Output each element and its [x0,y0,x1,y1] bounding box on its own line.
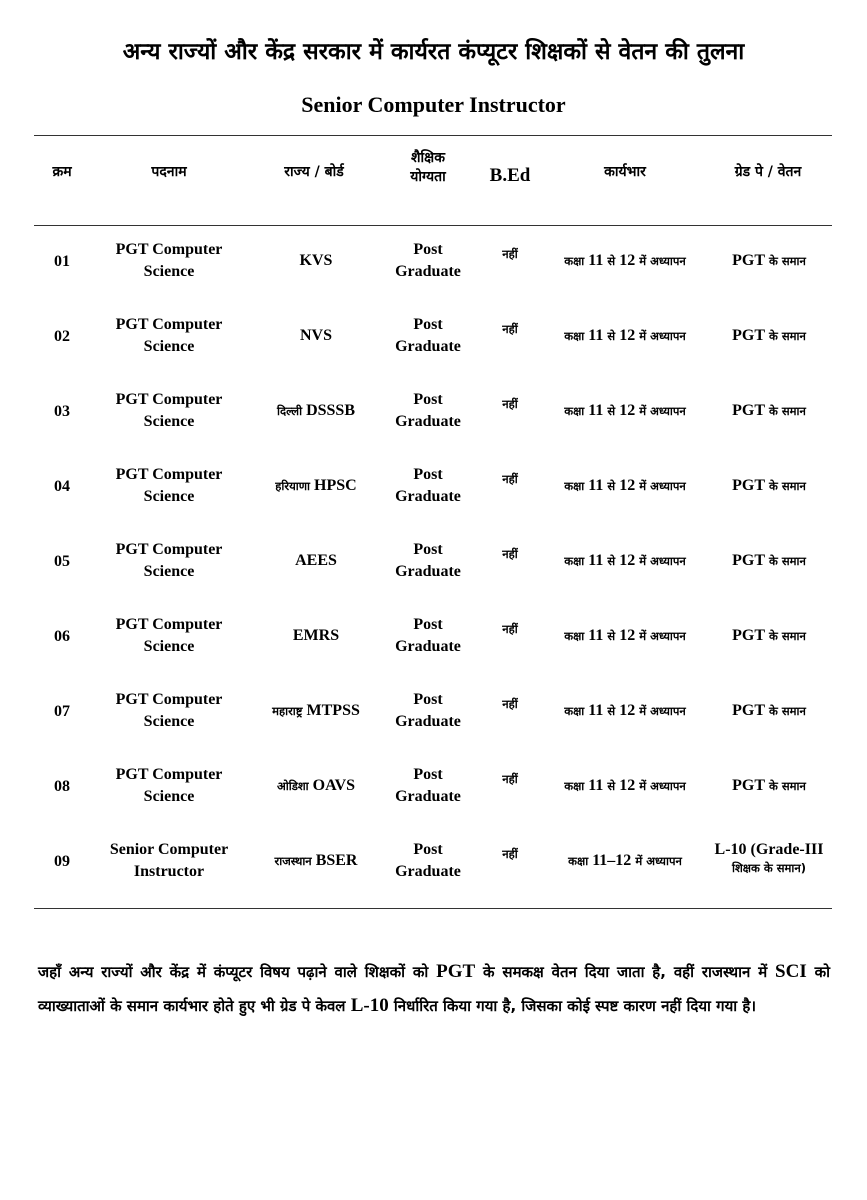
header-qualification-line2: योग्यता [410,168,446,185]
row-workload [540,400,710,422]
row-workload [540,775,710,797]
footnote-paragraph [38,955,830,1023]
row-bed: नहीं [502,322,518,336]
row-qualification-line2: Graduate [395,263,461,280]
row-sno: 04 [54,478,70,495]
row-state [252,475,380,497]
row-post-line1: PGT Computer [115,241,223,258]
row-workload-c: में अध्यापन [635,254,686,268]
row-qualification-line2: Graduate [395,638,461,655]
row-grade-suffix: के समान [765,479,806,493]
row-workload [540,850,710,872]
row-grade-level: PGT [732,252,766,269]
row-qualification-line2: Graduate [395,563,461,580]
row-workload-from: 11 [588,327,604,344]
footnote-text-1: जहाँ अन्य राज्यों और केंद्र में कंप्यूटर विषय पढ़ाने वाले शिक्षकों को [38,963,437,981]
row-state-hindi: राजस्थान [274,854,316,868]
row-qualification-line2: Graduate [395,713,461,730]
row-grade-suffix: के समान [765,704,806,718]
row-qualification-line2: Graduate [395,788,461,805]
row-workload-a: कक्षा [564,629,589,643]
row-post [86,839,252,883]
row-workload-c: में अध्यापन [635,779,686,793]
row-workload-from: 11 [588,702,604,719]
row-post-line1: Senior Computer [109,841,229,858]
row-qualification-line2: Graduate [395,338,461,355]
row-workload-to: 12 [619,552,636,569]
row-workload-b: से [603,704,620,718]
row-qualification [376,839,480,883]
row-post-line1: PGT Computer [115,616,223,633]
row-state [252,850,380,872]
row-qualification-line2: Graduate [395,413,461,430]
row-grade-line1 [706,400,832,422]
row-workload-b: से [603,329,620,343]
row-workload-from: 11 [588,777,604,794]
footnote-text-4: निर्धारित किया गया है, जिसका कोई स्पष्ट कारण नहीं दिया गया है। [388,997,757,1015]
footnote-term-pgt: PGT [436,961,476,982]
row-state [252,625,380,647]
row-state-code: MTPSS [306,702,360,719]
row-workload-to: 12 [619,252,636,269]
header-qualification-line1: शैक्षिक [411,150,445,166]
row-grade-suffix: के समान [765,329,806,343]
page-subtitle: Senior Computer Instructor [301,92,566,117]
row-state-code: AEES [295,552,337,569]
row-state-code: KVS [299,252,333,269]
footnote-text-3: को व्याख्याताओं के समान कार्यभार होते हुए भी ग्रेड पे केवल [38,963,830,1015]
row-workload-b: से [603,554,620,568]
row-workload-from: 11 [588,627,604,644]
row-post-line2: Science [143,638,195,655]
row-bed: नहीं [502,472,518,486]
table-bottom-rule [34,908,832,909]
row-sno: 03 [54,403,70,420]
row-grade-level: PGT [732,627,766,644]
row-workload-to: 12 [619,627,636,644]
row-state-code: NVS [299,327,332,344]
row-workload-a: कक्षा [564,404,589,418]
row-qualification [376,764,480,808]
row-grade-suffix: के समान [765,629,806,643]
row-post-line1: PGT Computer [115,541,223,558]
row-qualification [376,314,480,358]
row-grade-level: L-10 (Grade-III [714,841,824,858]
row-state [252,700,380,722]
header-state: राज्य / बोर्ड [284,164,344,180]
row-workload-b: से [603,479,620,493]
row-grade-line2: शिक्षक के समान) [732,860,806,875]
row-workload-to: 12 [619,477,636,494]
row-post [86,239,252,283]
row-post-line2: Science [143,263,195,280]
row-grade-line1 [706,550,832,572]
row-post-line2: Science [143,338,195,355]
row-qualification-line1: Post [413,466,443,483]
row-grade-level: PGT [732,477,766,494]
row-state [252,325,380,347]
table-top-rule [34,135,832,136]
row-grade-suffix: के समान [765,254,806,268]
table-header-rule [34,225,832,226]
row-qualification-line1: Post [413,541,443,558]
row-qualification [376,239,480,283]
row-workload-a: कक्षा [564,254,589,268]
row-post-line2: Science [143,563,195,580]
row-workload-c: में अध्यापन [635,479,686,493]
row-workload-a: कक्षा [564,329,589,343]
row-qualification-line2: Graduate [395,488,461,505]
row-sno: 07 [54,703,70,720]
row-workload-b: से [603,404,620,418]
row-state-hindi: हरियाणा [275,479,315,493]
row-state-code: HPSC [314,477,357,494]
row-qualification-line1: Post [413,316,443,333]
row-post [86,764,252,808]
row-grade [706,839,832,876]
row-sno: 02 [54,328,70,345]
row-qualification-line1: Post [413,841,443,858]
row-state-hindi: दिल्ली [277,404,307,418]
row-grade [706,325,832,347]
row-workload-to: 12 [619,327,636,344]
row-workload-c: में अध्यापन [635,404,686,418]
row-grade-line1 [706,775,832,797]
row-qualification-line1: Post [413,241,443,258]
row-sno: 06 [54,628,70,645]
row-workload-from: 11–12 [592,852,632,869]
row-post-line2: Instructor [133,863,205,880]
row-qualification [376,614,480,658]
row-workload [540,700,710,722]
row-grade-line1 [706,700,832,722]
row-grade-level: PGT [732,702,766,719]
row-sno: 01 [54,253,70,270]
row-post [86,314,252,358]
row-state-code: OAVS [312,777,356,794]
row-post-line2: Science [143,713,195,730]
page-title: अन्य राज्यों और केंद्र सरकार में कार्यरत कंप्यूटर शिक्षकों से वेतन की तुलना [122,39,745,65]
row-grade-suffix: के समान [765,779,806,793]
row-qualification [376,464,480,508]
row-post-line1: PGT Computer [115,466,223,483]
row-post-line2: Science [143,413,195,430]
row-state [252,250,380,272]
row-workload-to: 12 [619,702,636,719]
row-workload-b: से [603,629,620,643]
row-grade [706,700,832,722]
row-grade [706,625,832,647]
header-bed: B.Ed [489,165,531,186]
row-workload-from: 11 [588,252,604,269]
row-bed: नहीं [502,847,518,861]
row-grade-suffix: के समान [765,554,806,568]
row-state-code: DSSSB [306,402,355,419]
row-state [252,550,380,572]
row-workload [540,250,710,272]
row-bed: नहीं [502,397,518,411]
row-grade [706,775,832,797]
row-state-code: BSER [315,852,358,869]
row-workload-a: कक्षा [568,854,593,868]
row-grade-suffix: के समान [765,404,806,418]
row-post [86,614,252,658]
row-bed: नहीं [502,772,518,786]
row-grade-line1 [706,839,832,861]
row-qualification-line2: Graduate [395,863,461,880]
row-workload-from: 11 [588,402,604,419]
row-workload-c: में अध्यापन [635,704,686,718]
row-workload-c: में अध्यापन [635,629,686,643]
header-sno: क्रम [52,164,72,180]
row-sno: 05 [54,553,70,570]
row-workload-c: में अध्यापन [635,554,686,568]
row-qualification-line1: Post [413,616,443,633]
header-workload: कार्यभार [604,164,646,180]
row-workload-c: में अध्यापन [635,329,686,343]
row-grade-line1 [706,250,832,272]
row-workload-b: से [603,254,620,268]
row-workload-a: कक्षा [564,554,589,568]
row-grade-level: PGT [732,552,766,569]
row-bed: नहीं [502,247,518,261]
row-post-line1: PGT Computer [115,766,223,783]
row-post [86,689,252,733]
row-bed: नहीं [502,547,518,561]
footnote-term-level: L-10 [350,995,389,1016]
row-workload [540,475,710,497]
row-grade [706,400,832,422]
row-grade-level: PGT [732,327,766,344]
row-post [86,389,252,433]
header-qualification [376,149,480,187]
row-post-line2: Science [143,488,195,505]
row-qualification-line1: Post [413,691,443,708]
row-state-hindi: महाराष्ट्र [272,704,307,718]
row-bed: नहीं [502,697,518,711]
row-post-line1: PGT Computer [115,316,223,333]
footnote-term-sci: SCI [775,961,807,982]
row-grade [706,475,832,497]
row-workload-a: कक्षा [564,479,589,493]
row-post [86,464,252,508]
row-state-hindi: ओडिशा [276,779,313,793]
row-post [86,539,252,583]
row-state [252,775,380,797]
row-post-line2: Science [143,788,195,805]
header-post: पदनाम [151,164,187,180]
row-state-code: EMRS [292,627,340,644]
row-grade-level: PGT [732,777,766,794]
footnote-text-2: के समकक्ष वेतन दिया जाता है, वहीं राजस्थान में [475,963,776,981]
row-post-line1: PGT Computer [115,691,223,708]
row-qualification-line1: Post [413,766,443,783]
row-grade-line1 [706,625,832,647]
row-grade [706,550,832,572]
row-grade [706,250,832,272]
row-workload-from: 11 [588,552,604,569]
row-post-line1: PGT Computer [115,391,223,408]
row-workload [540,325,710,347]
row-workload-to: 12 [619,777,636,794]
row-bed: नहीं [502,622,518,636]
row-qualification [376,689,480,733]
row-workload-to: 12 [619,402,636,419]
row-workload-c: में अध्यापन [631,854,682,868]
row-workload-a: कक्षा [564,704,589,718]
row-qualification-line1: Post [413,391,443,408]
row-grade-line1 [706,325,832,347]
row-qualification [376,539,480,583]
row-sno: 09 [54,853,70,870]
row-workload-a: कक्षा [564,779,589,793]
row-grade-line1 [706,475,832,497]
row-workload-from: 11 [588,477,604,494]
row-workload-b: से [603,779,620,793]
row-sno: 08 [54,778,70,795]
row-state [252,400,380,422]
row-workload [540,550,710,572]
header-grade: ग्रेड पे / वेतन [734,164,802,180]
row-grade-level: PGT [732,402,766,419]
row-qualification [376,389,480,433]
row-workload [540,625,710,647]
